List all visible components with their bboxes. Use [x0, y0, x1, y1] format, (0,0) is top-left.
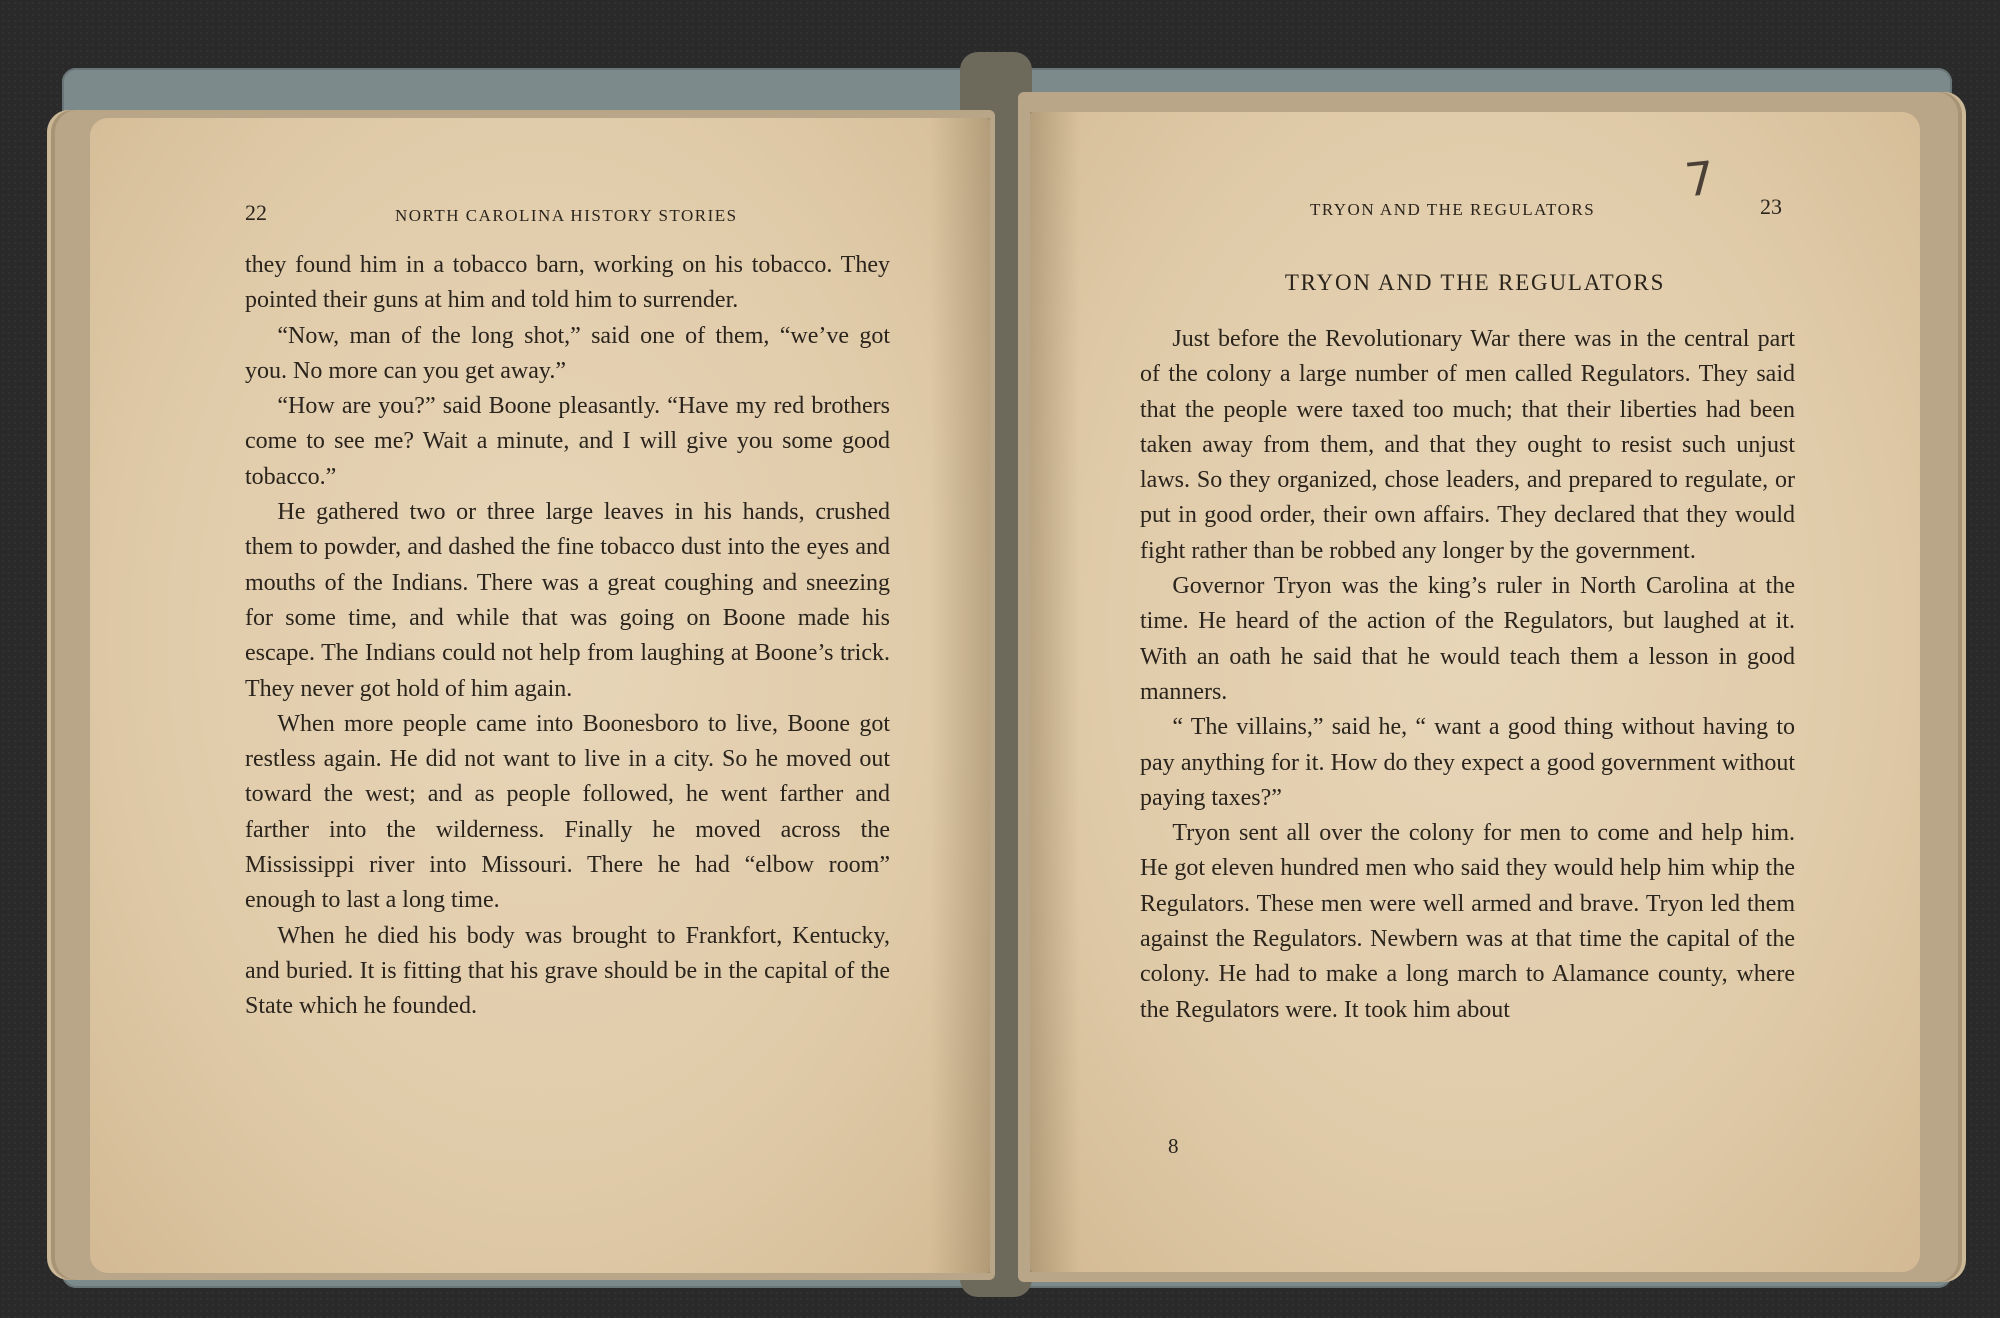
paragraph: “How are you?” said Boone pleasantly. “Have my red brothers come to see me? Wait a minute, and I will give you some good tobacco.” [245, 393, 890, 490]
running-header: TRYON AND THE REGULATORS [1310, 200, 1596, 219]
paragraph: Tryon sent all over the colony for men to come and help him. He got eleven hundred men who said they would help him whip the Regulators. These men were well armed and brave. Tryon led them against the Regulators. Newbern was at that time the capital of the colony. He had to make a long march to Alamance county, where the Regulators were. It took him about [1140, 820, 1795, 1023]
page-body [245, 248, 890, 1025]
right-page [1030, 112, 1920, 1272]
handwritten-mark: 7 [1682, 150, 1718, 208]
paragraph: When he died his body was brought to Frankfort, Kentucky, and buried. It is fitting that his grave should be in the capital of the State which he founded. [245, 922, 890, 1020]
left-page [90, 118, 990, 1273]
paragraph: Just before the Revolutionary War there was in the central part of the colony a large number of men called Regulators. They said that the people were taxed too much; that their liberties had been taken away from them, and that they ought to resist such unjust laws. So they organized, chose leaders, and prepared to regulate, or put in good order, their own affairs. They declared that they would fight rather than be robbed any longer by the government. [1140, 326, 1795, 564]
paragraph: When more people came into Boonesboro to live, Boone got restless again. He did not want to live in a city. So he moved out toward the west; and as people followed, he went farther and farther into the wilderness. Finally he moved across the Mississippi river into Missouri. There he had “elbow room” enough to last a long time. [245, 710, 890, 914]
gutter-shadow [930, 118, 990, 1273]
paragraph: He gathered two or three large leaves in his hands, crushed them to powder, and dashed the fine tobacco dust into the eyes and mouths of the Indians. There was a great coughing and sneezing for some time, and while that was going on Boone made his escape. The Indians could not help from laughing at Boone’s trick. They never got hold of him again. [245, 499, 890, 702]
paragraph: “Now, man of the long shot,” said one of them, “we’ve got you. No more can you get away.” [245, 322, 890, 384]
page-number: 23 [1760, 194, 1782, 219]
paragraph: they found him in a tobacco barn, working on his tobacco. They pointed their guns at him and told him to surrender. [245, 252, 890, 314]
chapter-title: TRYON AND THE REGULATORS [1284, 270, 1666, 295]
running-header: NORTH CAROLINA HISTORY STORIES [395, 206, 738, 225]
paragraph: Governor Tryon was the king’s ruler in North Carolina at the time. He heard of the action of the Regulators, but laughed at it. With an oath he said that he would teach them a lesson in good manners. [1140, 573, 1795, 705]
page-number: 22 [245, 200, 267, 225]
page-body [1140, 322, 1795, 1028]
paragraph: “ The villains,” said he, “ want a good thing without having to pay anything for it. How do they expect a good government without paying taxes?” [1140, 714, 1795, 811]
signature-mark: 8 [1168, 1134, 1179, 1158]
